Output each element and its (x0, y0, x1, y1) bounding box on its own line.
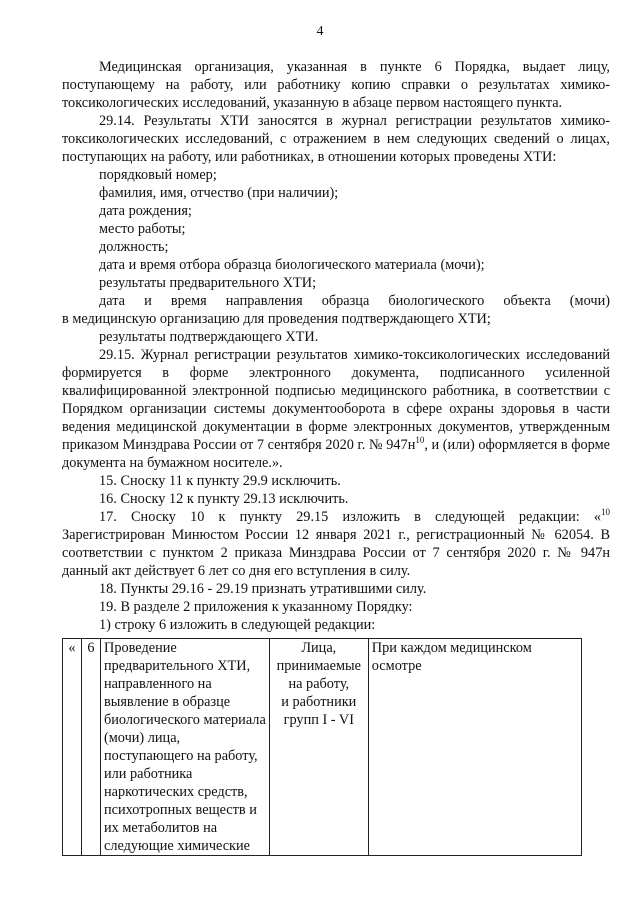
cell-line: Лица, (301, 640, 337, 656)
list-item: дата и время направления образца биологического объекта (мочи) (99, 293, 610, 309)
list-item: фамилия, имя, отчество (при наличии); (99, 185, 339, 201)
cell-line: следующие химические (104, 838, 250, 854)
cell-line: При каждом медицинском (371, 640, 532, 656)
paragraph-19: 19. В разделе 2 приложения к указанному Порядку: (99, 599, 413, 615)
list-item: результаты подтверждающего ХТИ. (99, 329, 319, 345)
cell-line: и работники (281, 694, 357, 710)
list-item: дата и время отбора образца биологического материала (мочи); (99, 257, 485, 273)
cell-line: их метаболитов на (104, 820, 218, 836)
cell-line: биологического материала (104, 712, 266, 728)
paragraph-17 (62, 508, 610, 580)
cell-line: выявление в образце (104, 694, 231, 710)
cell-line: (мочи) лица, (104, 730, 181, 746)
paragraph-17-text: Зарегистрирован Минюстом России 12 января 2021 г., регистрационный № 62054. В соответствии с пунктом 2 приказа Минздрава России от 7 сентября 2020 г. № 947н данный акт действует 6 лет со дня его вступления в силу. (62, 527, 610, 579)
journal-fields-list (62, 166, 610, 346)
list-item: результаты предварительного ХТИ; (99, 275, 317, 291)
cell-line: или работника (104, 766, 193, 782)
appendix-table (62, 638, 582, 856)
table-cell-persons (269, 639, 368, 856)
page-number: 4 (316, 24, 324, 39)
table-row (63, 639, 582, 856)
paragraph-19-1: 1) строку 6 изложить в следующей редакции: (99, 617, 376, 633)
cell-line: групп I - VI (283, 712, 354, 728)
paragraph-29-15-tail: , и (или) оформляется в форме документа на бумажном носителе.». (62, 437, 610, 471)
cell-line: принимаемые (276, 658, 361, 674)
cell-line: предварительного ХТИ, (104, 658, 251, 674)
cell-line: поступающего на работу, (104, 748, 258, 764)
paragraph-18: 18. Пункты 29.16 - 29.19 признать утратившими силу. (99, 581, 427, 597)
table-cell-quote: « (63, 639, 82, 856)
cell-line: осмотре (371, 658, 422, 674)
paragraph-medical-org: Медицинская организация, указанная в пункте 6 Порядка, выдает лицу, поступающему на работу, или работнику копию справки о результатах химико-токсикологических исследований, указанную в абзаце первом настоящего пункта. (62, 59, 610, 111)
list-item: место работы; (99, 221, 186, 237)
cell-line: психотропных веществ и (104, 802, 257, 818)
list-item: порядковый номер; (99, 167, 217, 183)
table-cell-number: 6 (82, 639, 101, 856)
table-cell-procedure (101, 639, 270, 856)
paragraph-29-14: 29.14. Результаты ХТИ заносятся в журнал регистрации результатов химико-токсикологических исследований, с отражением в нем следующих сведений о лицах, поступающих на работу, или работниках, в отношении которых проведены ХТИ: (62, 113, 610, 165)
list-item: должность; (99, 239, 169, 255)
cell-line: Проведение (104, 640, 177, 656)
footnote-ref-10: 10 (415, 435, 425, 446)
footnote-mark-10: 10 (601, 507, 610, 518)
cell-line: наркотических средств, (104, 784, 248, 800)
paragraph-15: 15. Сноску 11 к пункту 29.9 исключить. (99, 473, 341, 489)
list-item-continuation: в медицинскую организацию для проведения подтверждающего ХТИ; (62, 311, 491, 327)
paragraph-17-lead: 17. Сноску 10 к пункту 29.15 изложить в следующей редакции: « (99, 509, 601, 525)
table-cell-frequency (368, 639, 581, 856)
list-item: дата рождения; (99, 203, 192, 219)
document-body (62, 58, 610, 634)
cell-line: направленного на (104, 676, 212, 692)
paragraph-16: 16. Сноску 12 к пункту 29.13 исключить. (99, 491, 349, 507)
cell-line: на работу, (288, 676, 350, 692)
paragraph-29-15-text: 29.15. Журнал регистрации результатов химико-токсикологических исследований формируется в форме электронного документа, подписанного усиленной квалифицированной электронной подписью медицинского работника, в соответствии с Порядком организации системы документооборота в сфере охраны здоровья в части ведения медицинской документации в форме электронных документов, утвержденным приказом Минздрава России от 7 сентября 2020 г. № 947н (62, 347, 610, 453)
paragraph-29-15 (62, 346, 610, 472)
